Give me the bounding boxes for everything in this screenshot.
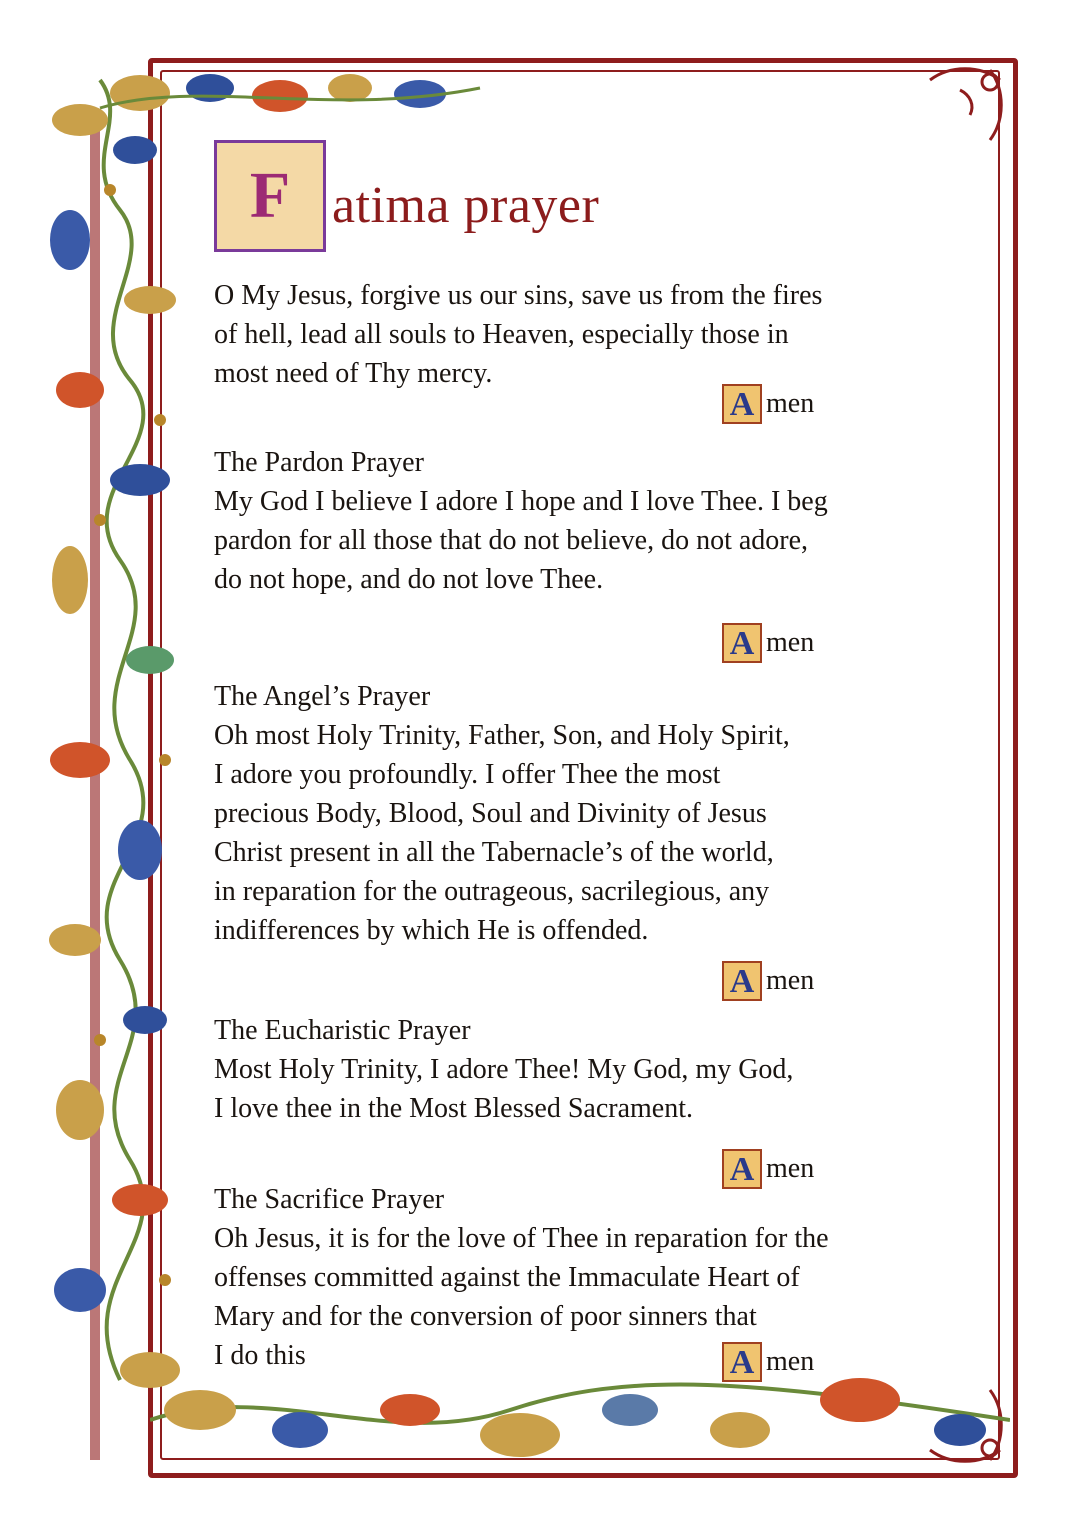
corner-ornament-top-right — [920, 60, 1010, 150]
floral-illumination-top — [80, 58, 500, 128]
text-line: indifferences by which He is offended. — [214, 915, 649, 946]
illuminated-cap-a: A — [722, 1149, 762, 1189]
eucharistic-prayer: The Eucharistic Prayer Most Holy Trinity, I adore Thee! My God, my God, I love thee in the Most Blessed Sacrament. A men — [214, 1011, 1004, 1128]
text-line: I adore you profoundly. I offer Thee the most — [214, 759, 721, 790]
fatima-prayer-text: O My Jesus, forgive us our sins, save us from the fires of hell, lead all souls to Heaven, especially those in most need of Thy mercy. A men — [214, 276, 1004, 393]
text-line: My God I believe I adore I hope and I love Thee. I beg — [214, 486, 828, 517]
text-line: O My Jesus, forgive us our sins, save us from the fires — [214, 280, 823, 311]
section-heading: The Sacrifice Prayer — [214, 1184, 445, 1215]
text-line: pardon for all those that do not believe, do not adore, — [214, 525, 809, 556]
page-title: atima prayer — [332, 177, 600, 234]
text-line: I do this — [214, 1340, 306, 1371]
text-line: offenses committed against the Immaculate Heart of — [214, 1262, 800, 1293]
text-line: Mary and for the conversion of poor sinners that — [214, 1301, 757, 1332]
section-heading: The Eucharistic Prayer — [214, 1015, 471, 1046]
text-line: I love thee in the Most Blessed Sacrament. — [214, 1093, 693, 1124]
pardon-prayer: The Pardon Prayer My God I believe I adore I hope and I love Thee. I beg pardon for all those that do not believe, do not adore, do not hope, and do not love Thee. A men — [214, 443, 1004, 599]
illuminated-dropcap-f: F — [214, 140, 326, 252]
text-line: Oh Jesus, it is for the love of Thee in reparation for the — [214, 1223, 829, 1254]
illuminated-cap-a: A — [722, 1342, 762, 1382]
text-line: Most Holy Trinity, I adore Thee! My God, my God, — [214, 1054, 794, 1085]
sacrifice-prayer: The Sacrifice Prayer Oh Jesus, it is for the love of Thee in reparation for the offenses committed against the Immaculate Heart of Mary and for the conversion of poor sinners that I do this A men — [214, 1180, 1004, 1375]
section-heading: The Pardon Prayer — [214, 447, 424, 478]
text-line: precious Body, Blood, Soul and Divinity of Jesus — [214, 798, 767, 829]
angels-prayer: The Angel’s Prayer Oh most Holy Trinity, Father, Son, and Holy Spirit, I adore you profoundly. I offer Thee the most precious Body, Blood, Soul and Divinity of Jesus Christ present in all the Tabernacle’s of the world, in reparation for the outrageous, sacrilegious, any indifferences by which He is offended. A men — [214, 677, 1004, 950]
text-line: do not hope, and do not love Thee. — [214, 564, 604, 595]
illuminated-cap-a: A — [722, 623, 762, 663]
text-line: most need of Thy mercy. — [214, 358, 493, 389]
illuminated-cap-a: A — [722, 384, 762, 424]
text-line: in reparation for the outrageous, sacrilegious, any — [214, 876, 770, 907]
text-line: of hell, lead all souls to Heaven, especially those in — [214, 319, 789, 350]
section-heading: The Angel’s Prayer — [214, 681, 431, 712]
floral-illumination-left — [40, 60, 210, 1480]
prayer-content — [214, 140, 1004, 1381]
text-line: Christ present in all the Tabernacle’s of the world, — [214, 837, 774, 868]
text-line: Oh most Holy Trinity, Father, Son, and Holy Spirit, — [214, 720, 790, 751]
title — [214, 140, 1004, 260]
illuminated-cap-a: A — [722, 961, 762, 1001]
